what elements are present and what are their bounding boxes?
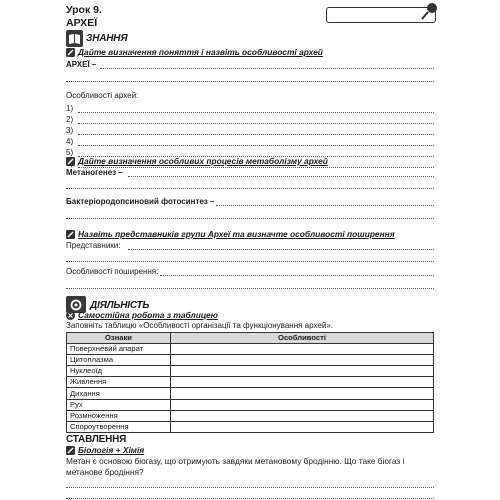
answer-line[interactable] [78,123,434,124]
table-row [67,355,434,366]
answer-line[interactable] [128,249,434,250]
answer-cell[interactable] [171,399,434,410]
task-pen-icon [66,230,75,239]
task1-term: АРХЕЇ – [66,60,97,69]
table-row [67,366,434,377]
spread-label: Особливості поширення: [66,267,159,276]
answer-line[interactable] [66,498,434,499]
table-row [67,344,434,355]
row-label: Поверхневий апарат [67,344,171,355]
answer-line[interactable] [66,188,434,189]
row-label: Живлення [67,377,171,388]
item-number: 2) [66,115,74,124]
column-header: Особливості [171,333,434,344]
answer-line[interactable] [78,112,434,113]
row-label: Нуклеоїд [67,366,171,377]
features-table [66,332,434,433]
table-row [67,410,434,421]
answer-line[interactable] [160,275,434,276]
answer-cell[interactable] [171,421,434,432]
section-knowledge-title: ЗНАННЯ [86,33,128,44]
task2-term1: Метаногенез – [66,168,123,177]
table-row [67,388,434,399]
row-label: Дихання [67,388,171,399]
task3-title: Назвіть представників групи Археї та визначте особливості поширення [78,229,395,239]
task-cross-icon [66,311,75,320]
row-label: Спороутворення [67,421,171,432]
answer-line[interactable] [78,167,434,168]
answer-line[interactable] [66,288,434,289]
table-row [67,377,434,388]
answer-line[interactable] [100,68,434,69]
section-activity-title: ДІЯЛЬНІСТЬ [90,300,150,311]
answer-line[interactable] [78,145,434,146]
task-pen-icon [66,446,75,455]
item-number: 5) [66,148,74,157]
lesson-number: Урок 9. [66,4,102,16]
task4-title: Самостійна робота з таблицею [78,310,218,320]
task5-question: Метан є основою біогазу, що отримують завдяки метановому бродінню. Що таке біогаз і метанове бродіння? [66,456,405,477]
task4-instruction: Заповніть таблицю «Особливості організації та функціонування архей». [66,321,333,330]
row-label: Цитоплазма [67,355,171,366]
task1-title: Дайте визначення поняття і назвіть особливості архей [78,47,323,57]
row-label: Розмноження [67,410,171,421]
answer-line[interactable] [66,81,434,82]
pushpin-icon [418,1,440,23]
task-pen-icon [66,157,75,166]
answer-cell[interactable] [171,344,434,355]
item-number: 4) [66,137,74,146]
column-header: Ознаки [67,333,171,344]
features-label: Особливості архей: [66,91,139,100]
answer-line[interactable] [216,205,434,206]
row-label: Рух [67,399,171,410]
answer-cell[interactable] [171,355,434,366]
item-number: 1) [66,104,74,113]
answer-line[interactable] [66,261,434,262]
answer-cell[interactable] [171,410,434,421]
task-pen-icon [66,48,75,57]
section-attitude-title: СТАВЛЕННЯ [66,434,127,445]
answer-line[interactable] [66,218,434,219]
answer-line[interactable] [128,176,434,177]
knowledge-book-icon [66,30,83,47]
task5-title: Біологія + Хімія [78,445,145,455]
answer-line[interactable] [66,487,434,488]
answer-cell[interactable] [171,366,434,377]
lesson-topic: АРХЕЇ [66,17,98,29]
answer-cell[interactable] [171,377,434,388]
table-header-row [67,333,434,344]
table-row [67,399,434,410]
table-row [67,421,434,432]
answer-line[interactable] [78,134,434,135]
answer-cell[interactable] [171,388,434,399]
item-number: 3) [66,126,74,135]
representatives-label: Представники: [66,241,121,250]
task2-term2: Бактеріородопсиновий фотосинтез – [66,197,215,206]
task2-title: Дайте визначення особливих процесів метаболізму архей [78,156,328,166]
